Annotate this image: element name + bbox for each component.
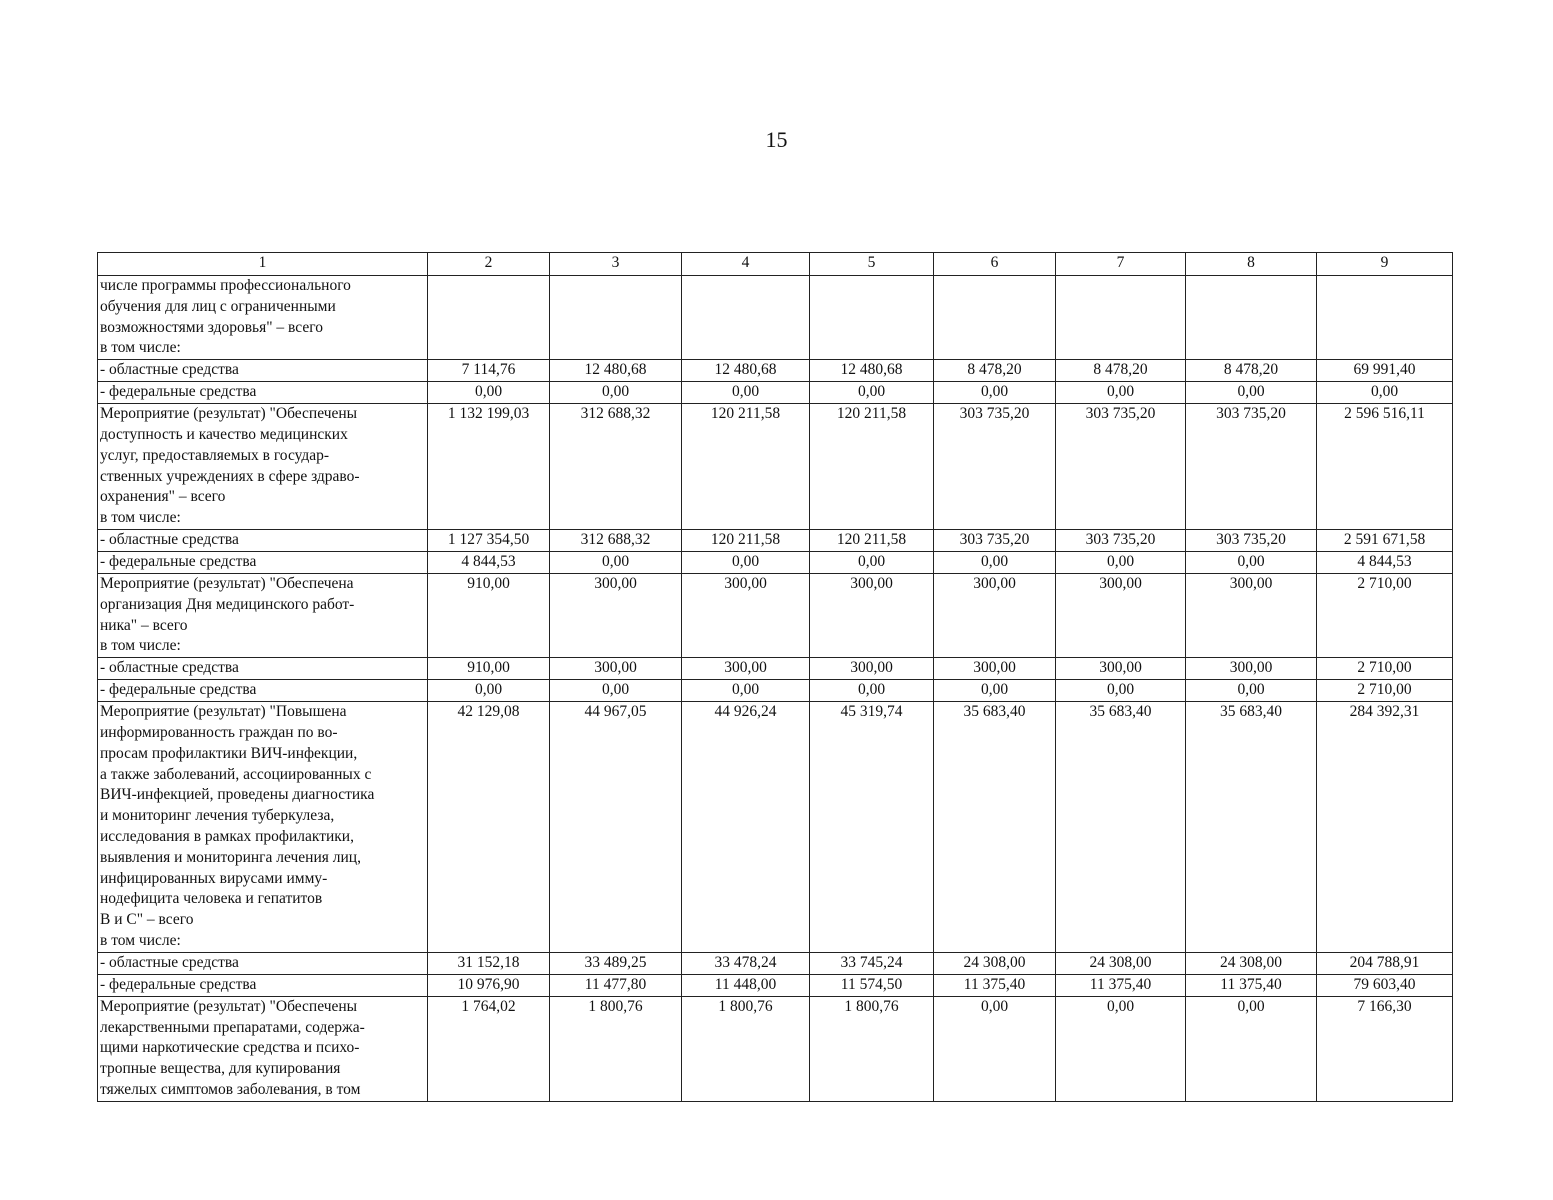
funding-value: 2 710,00 <box>1317 680 1453 702</box>
total-value: 303 735,20 <box>934 404 1056 530</box>
total-value: 1 132 199,03 <box>428 404 550 530</box>
funding-source-label: - федеральные средства <box>98 382 428 404</box>
column-number: 1 <box>98 253 428 276</box>
funding-source-label: - федеральные средства <box>98 974 428 996</box>
funding-source-label: - федеральные средства <box>98 551 428 573</box>
total-value: 120 211,58 <box>810 404 934 530</box>
measure-label-line: доступность и качество медицинских <box>100 425 348 443</box>
measure-label-line: щими наркотические средства и психо- <box>100 1039 360 1057</box>
page-number: 15 <box>765 127 788 152</box>
funding-value: 303 735,20 <box>1186 529 1317 551</box>
funding-value: 312 688,32 <box>550 529 682 551</box>
total-value: 1 800,76 <box>810 996 934 1101</box>
measure-label-line: организация Дня медицинского работ- <box>100 595 355 613</box>
funding-value: 0,00 <box>1186 382 1317 404</box>
measure-label-line: нодефицита человека и гепатитов <box>100 890 323 908</box>
measure-row <box>98 702 1453 953</box>
funding-value: 0,00 <box>934 680 1056 702</box>
total-value: 1 800,76 <box>682 996 810 1101</box>
total-value: 0,00 <box>1186 996 1317 1101</box>
total-value <box>428 276 550 360</box>
total-value: 284 392,31 <box>1317 702 1453 953</box>
funding-value: 204 788,91 <box>1317 952 1453 974</box>
total-value <box>682 276 810 360</box>
funding-value: 24 308,00 <box>1056 952 1186 974</box>
column-number: 9 <box>1317 253 1453 276</box>
funding-source-row <box>98 551 1453 573</box>
funding-value: 0,00 <box>1056 551 1186 573</box>
total-value <box>550 276 682 360</box>
total-value: 300,00 <box>550 573 682 657</box>
funding-value: 4 844,53 <box>1317 551 1453 573</box>
measure-label-line: тяжелых симптомов заболевания, в том <box>100 1080 361 1098</box>
measure-label-line: тропные вещества, для купирования <box>100 1060 341 1078</box>
funding-value: 0,00 <box>682 680 810 702</box>
funding-source-row <box>98 974 1453 996</box>
funding-source-label: - областные средства <box>98 658 428 680</box>
measure-label-line: просам профилактики ВИЧ-инфекции, <box>100 744 358 762</box>
funding-value: 300,00 <box>810 658 934 680</box>
measure-label-line: информированность граждан по во- <box>100 723 338 741</box>
measure-label-line: ВИЧ-инфекцией, проведены диагностика <box>100 786 375 804</box>
column-number-row <box>98 253 1453 276</box>
measure-label <box>98 573 428 657</box>
funding-value: 300,00 <box>1056 658 1186 680</box>
funding-value: 33 745,24 <box>810 952 934 974</box>
measure-label-line: обучения для лиц с ограниченными <box>100 297 336 315</box>
measure-label-line: и мониторинг лечения туберкулеза, <box>100 807 335 825</box>
measure-row <box>98 404 1453 530</box>
funding-value: 0,00 <box>428 680 550 702</box>
measure-label-line: в том числе: <box>100 509 181 527</box>
measure-label-line: Мероприятие (результат) "Обеспечена <box>100 574 354 592</box>
total-value: 0,00 <box>1056 996 1186 1101</box>
measure-label-line: Мероприятие (результат) "Обеспечены <box>100 997 358 1015</box>
total-value: 45 319,74 <box>810 702 934 953</box>
total-value: 300,00 <box>934 573 1056 657</box>
total-value: 42 129,08 <box>428 702 550 953</box>
funding-value: 11 477,80 <box>550 974 682 996</box>
funding-value: 11 375,40 <box>1186 974 1317 996</box>
column-number: 8 <box>1186 253 1317 276</box>
funding-value: 11 375,40 <box>1056 974 1186 996</box>
measure-label-line: в том числе: <box>100 339 181 357</box>
measure-row <box>98 573 1453 657</box>
funding-value: 0,00 <box>682 551 810 573</box>
budget-table <box>97 252 1453 1102</box>
total-value: 120 211,58 <box>682 404 810 530</box>
funding-value: 12 480,68 <box>550 360 682 382</box>
funding-value: 8 478,20 <box>1186 360 1317 382</box>
total-value: 300,00 <box>682 573 810 657</box>
measure-label-line: ника" – всего <box>100 616 188 634</box>
funding-source-row <box>98 680 1453 702</box>
total-value <box>934 276 1056 360</box>
measure-label-line: Мероприятие (результат) "Повышена <box>100 703 347 721</box>
funding-value: 7 114,76 <box>428 360 550 382</box>
funding-value: 0,00 <box>1056 680 1186 702</box>
funding-value: 0,00 <box>550 680 682 702</box>
total-value: 0,00 <box>934 996 1056 1101</box>
funding-value: 910,00 <box>428 658 550 680</box>
funding-value: 10 976,90 <box>428 974 550 996</box>
total-value: 7 166,30 <box>1317 996 1453 1101</box>
total-value: 300,00 <box>1186 573 1317 657</box>
funding-value: 11 448,00 <box>682 974 810 996</box>
funding-value: 8 478,20 <box>934 360 1056 382</box>
total-value: 300,00 <box>810 573 934 657</box>
funding-value: 11 375,40 <box>934 974 1056 996</box>
measure-label <box>98 996 428 1101</box>
funding-value: 1 127 354,50 <box>428 529 550 551</box>
total-value: 35 683,40 <box>934 702 1056 953</box>
measure-label-line: В и С" – всего <box>100 911 194 929</box>
funding-value: 300,00 <box>1186 658 1317 680</box>
total-value <box>1186 276 1317 360</box>
column-number: 6 <box>934 253 1056 276</box>
funding-value: 0,00 <box>810 551 934 573</box>
column-number: 7 <box>1056 253 1186 276</box>
funding-value: 0,00 <box>1056 382 1186 404</box>
column-number: 3 <box>550 253 682 276</box>
total-value: 2 710,00 <box>1317 573 1453 657</box>
funding-value: 0,00 <box>1186 551 1317 573</box>
column-number: 2 <box>428 253 550 276</box>
measure-row <box>98 996 1453 1101</box>
funding-value: 33 478,24 <box>682 952 810 974</box>
funding-value: 120 211,58 <box>682 529 810 551</box>
funding-source-label: - федеральные средства <box>98 680 428 702</box>
funding-value: 2 710,00 <box>1317 658 1453 680</box>
total-value: 2 596 516,11 <box>1317 404 1453 530</box>
funding-source-label: - областные средства <box>98 360 428 382</box>
funding-source-row <box>98 952 1453 974</box>
funding-value: 0,00 <box>550 551 682 573</box>
total-value: 312 688,32 <box>550 404 682 530</box>
funding-value: 300,00 <box>550 658 682 680</box>
funding-source-row <box>98 360 1453 382</box>
measure-label-line: возможностями здоровья" – всего <box>100 318 323 336</box>
funding-value: 33 489,25 <box>550 952 682 974</box>
funding-value: 4 844,53 <box>428 551 550 573</box>
column-number: 5 <box>810 253 934 276</box>
measure-label-line: охранения" – всего <box>100 488 226 506</box>
total-value: 303 735,20 <box>1056 404 1186 530</box>
measure-label-line: выявления и мониторинга лечения лиц, <box>100 848 361 866</box>
total-value: 44 926,24 <box>682 702 810 953</box>
funding-source-label: - областные средства <box>98 529 428 551</box>
measure-label-line: а также заболеваний, ассоциированных с <box>100 765 372 783</box>
funding-value: 300,00 <box>934 658 1056 680</box>
funding-value: 303 735,20 <box>1056 529 1186 551</box>
measure-row <box>98 276 1453 360</box>
funding-value: 11 574,50 <box>810 974 934 996</box>
funding-source-row <box>98 382 1453 404</box>
total-value: 44 967,05 <box>550 702 682 953</box>
measure-label-line: услуг, предоставляемых в государ- <box>100 446 330 464</box>
funding-value: 69 991,40 <box>1317 360 1453 382</box>
measure-label <box>98 276 428 360</box>
funding-value: 31 152,18 <box>428 952 550 974</box>
funding-value: 0,00 <box>1186 680 1317 702</box>
total-value: 1 764,02 <box>428 996 550 1101</box>
funding-value: 0,00 <box>934 551 1056 573</box>
funding-value: 120 211,58 <box>810 529 934 551</box>
funding-value: 12 480,68 <box>810 360 934 382</box>
funding-value: 0,00 <box>550 382 682 404</box>
funding-source-row <box>98 529 1453 551</box>
funding-value: 0,00 <box>428 382 550 404</box>
measure-label-line: числе программы профессионального <box>100 277 351 294</box>
measure-label-line: лекарственными препаратами, содержа- <box>100 1018 365 1036</box>
funding-value: 24 308,00 <box>1186 952 1317 974</box>
total-value: 1 800,76 <box>550 996 682 1101</box>
funding-value: 2 591 671,58 <box>1317 529 1453 551</box>
total-value: 910,00 <box>428 573 550 657</box>
funding-value: 300,00 <box>682 658 810 680</box>
measure-label-line: в том числе: <box>100 637 181 655</box>
funding-source-row <box>98 658 1453 680</box>
total-value: 303 735,20 <box>1186 404 1317 530</box>
total-value: 300,00 <box>1056 573 1186 657</box>
measure-label <box>98 702 428 953</box>
funding-value: 0,00 <box>682 382 810 404</box>
funding-value: 303 735,20 <box>934 529 1056 551</box>
measure-label-line: инфицированных вирусами имму- <box>100 869 328 887</box>
funding-value: 0,00 <box>1317 382 1453 404</box>
funding-value: 0,00 <box>934 382 1056 404</box>
total-value: 35 683,40 <box>1056 702 1186 953</box>
funding-value: 0,00 <box>810 680 934 702</box>
total-value <box>1056 276 1186 360</box>
funding-value: 12 480,68 <box>682 360 810 382</box>
total-value: 35 683,40 <box>1186 702 1317 953</box>
total-value <box>1317 276 1453 360</box>
funding-source-label: - областные средства <box>98 952 428 974</box>
funding-value: 0,00 <box>810 382 934 404</box>
funding-value: 8 478,20 <box>1056 360 1186 382</box>
measure-label-line: Мероприятие (результат) "Обеспечены <box>100 405 358 423</box>
measure-label-line: исследования в рамках профилактики, <box>100 827 354 845</box>
total-value <box>810 276 934 360</box>
funding-value: 79 603,40 <box>1317 974 1453 996</box>
column-number: 4 <box>682 253 810 276</box>
measure-label <box>98 404 428 530</box>
measure-label-line: в том числе: <box>100 931 181 949</box>
measure-label-line: ственных учреждениях в сфере здраво- <box>100 467 360 485</box>
funding-value: 24 308,00 <box>934 952 1056 974</box>
